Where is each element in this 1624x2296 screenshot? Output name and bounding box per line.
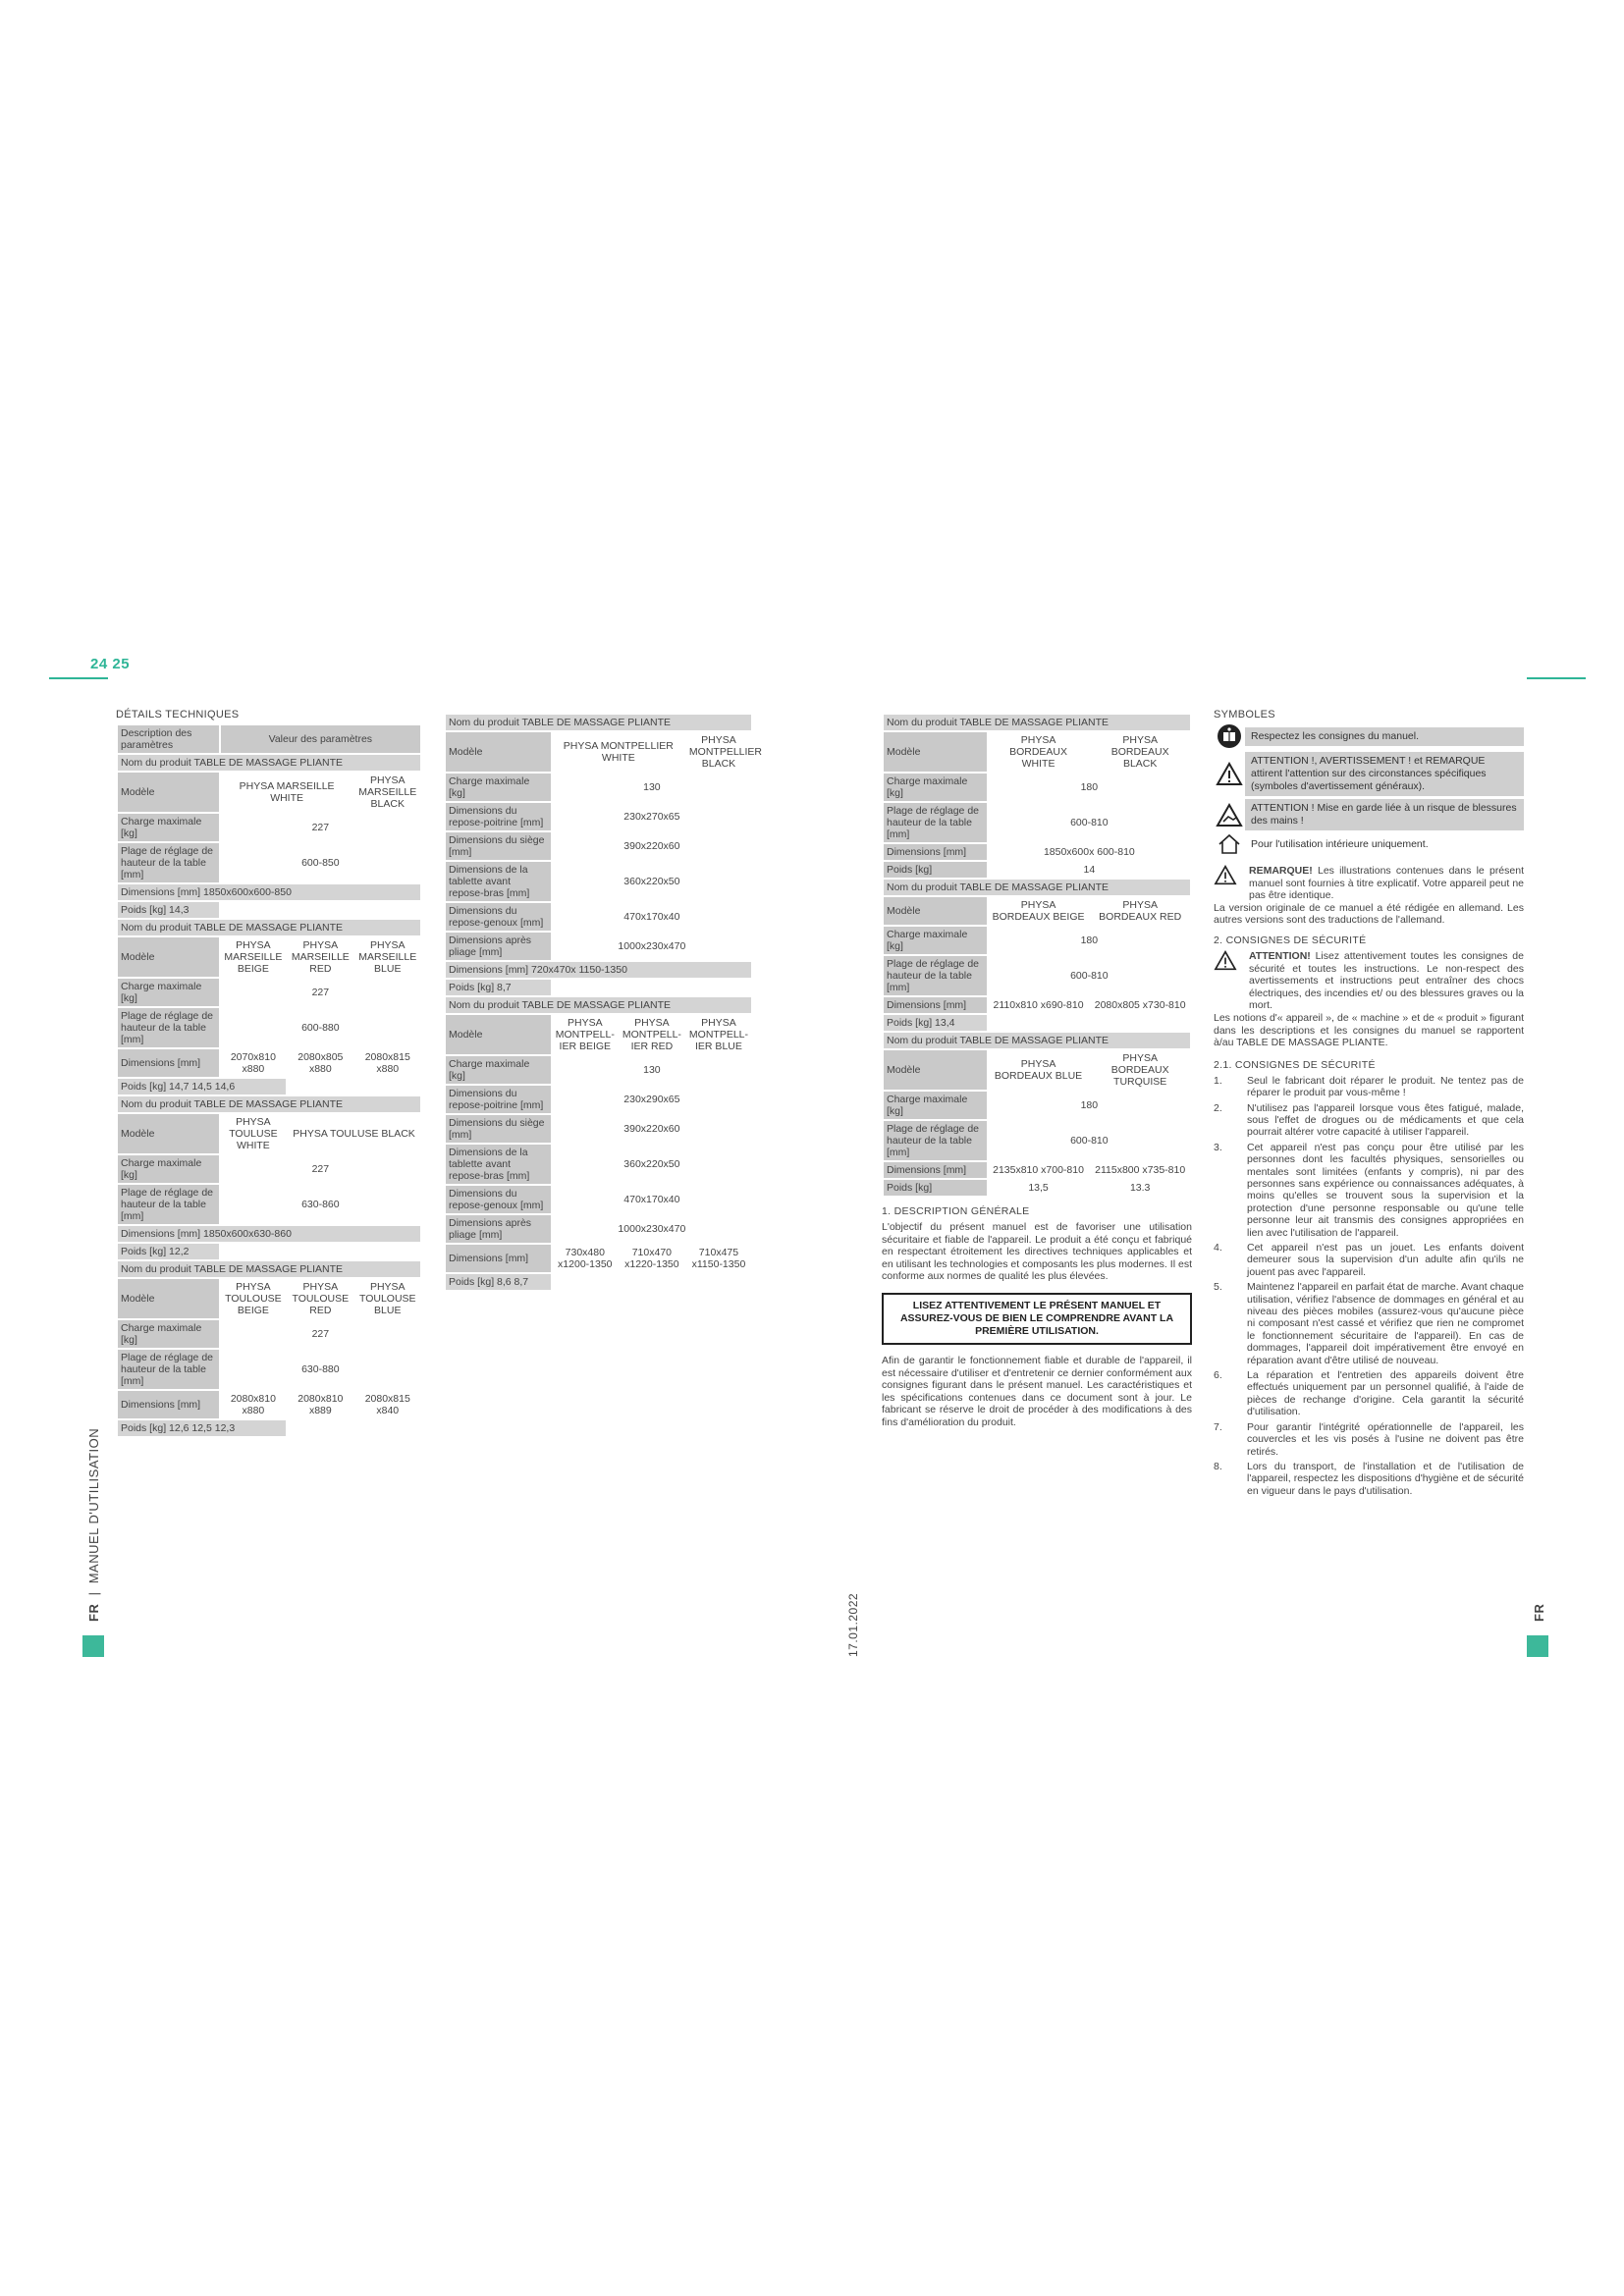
param-value: 470x170x40: [553, 1186, 751, 1213]
param-value: 360x220x50: [553, 1145, 751, 1184]
model-value: PHYSA MONTPELL-IER RED: [620, 1015, 684, 1054]
height-range-label: Plage de réglage de hauteur de la table [mm]: [118, 1185, 219, 1224]
symbol-row: [1214, 799, 1524, 830]
model-value: PHYSA MARSEILLE WHITE: [221, 773, 353, 812]
spine-title: FR | MANUEL D'UTILISATION: [86, 1427, 101, 1622]
param-label: Dimensions du repose-genoux [mm]: [446, 1186, 551, 1213]
dimensions-label: Dimensions [mm]: [446, 1245, 551, 1272]
param-value: 1000x230x470: [553, 1215, 751, 1243]
weight-row: Poids [kg] 14,7 14,5 14,6: [118, 1079, 286, 1095]
param-label: Dimensions du siège [mm]: [446, 1115, 551, 1143]
section-heading: 1. DESCRIPTION GÉNÉRALE: [882, 1205, 1030, 1217]
height-range-value: 630-880: [221, 1350, 420, 1389]
dimensions-value: 2135x810 x700-810: [989, 1162, 1089, 1178]
product-name-row: Nom du produit TABLE DE MASSAGE PLIANTE: [884, 880, 1190, 895]
param-value: 230x270x65: [553, 803, 751, 830]
height-range-value: 630-860: [221, 1185, 420, 1224]
weight-row: Poids [kg] 12,2: [118, 1244, 219, 1259]
charge-label: Charge maximale [kg]: [118, 1155, 219, 1183]
model-value: PHYSA MARSEILLE BLACK: [355, 773, 420, 812]
charge-label: Charge maximale [kg]: [884, 927, 987, 954]
dimensions-value: 730x480 x1200-1350: [553, 1245, 618, 1272]
dimensions-value: 710x475 x1150-1350: [686, 1245, 751, 1272]
model-value: PHYSA MONTPELL-IER BEIGE: [553, 1015, 618, 1054]
dimensions-label: Dimensions [mm]: [884, 1162, 987, 1178]
height-range-value: 600-810: [989, 956, 1190, 995]
model-value: PHYSA TOULOUSE BLUE: [355, 1279, 420, 1318]
attention-label: ATTENTION!: [1249, 949, 1311, 962]
dimensions-value: 2080x810 x880: [221, 1391, 286, 1418]
model-value: PHYSA MARSEILLE BEIGE: [221, 937, 286, 977]
dimensions-label: Dimensions [mm]: [118, 1049, 219, 1077]
model-value: PHYSA MONTPELLIER WHITE: [553, 732, 684, 772]
param-description-header: Description des paramètres: [118, 725, 219, 753]
dimensions-value: 2080x815 x840: [355, 1391, 420, 1418]
attention-text: Lisez attentivement toutes les consignes de sécurité et toutes les instructions. Le non-respect des avertissements et instructions peut entraîner des chocs électriques, des incendies et/ ou des blessures graves ou la mort.: [1249, 949, 1524, 1012]
weight-label: Poids [kg]: [884, 862, 987, 878]
product-name-row: Nom du produit TABLE DE MASSAGE PLIANTE: [118, 1261, 420, 1277]
weight-label: Poids [kg]: [884, 1180, 987, 1196]
warning-triangle-icon: [1214, 950, 1249, 1012]
section-title: DÉTAILS TECHNIQUES: [116, 709, 240, 721]
attention-block: [1214, 950, 1524, 1012]
dimensions-label: Dimensions [mm]: [118, 1391, 219, 1418]
symbol-description: ATTENTION !, AVERTISSEMENT ! et REMARQUE attirent l'attention sur des circonstances spécifiques (symboles d'avertissement généraux).: [1245, 752, 1524, 796]
height-range-label: Plage de réglage de hauteur de la table [mm]: [118, 843, 219, 882]
model-value: PHYSA BORDEAUX TURQUISE: [1090, 1050, 1190, 1090]
dimensions-row: Dimensions [mm] 1850x600x600-850: [118, 884, 420, 900]
list-item: 4. Cet appareil n'est pas un jouet. Les enfants doivent demeurer sous la supervision d'un adulte afin qu'ils ne jouent pas avec l'appareil.: [1214, 1242, 1524, 1278]
list-item: 6. La réparation et l'entretien des appareils doivent être effectués uniquement par un personnel qualifié, à l'aide de pièces de rechange d'origine. Cela garantit la sécurité d'utilisation.: [1214, 1369, 1524, 1418]
document-date: 17.01.2022: [846, 1592, 860, 1657]
accent-line-left: [49, 677, 108, 679]
dimensions-value: 710x470 x1220-1350: [620, 1245, 684, 1272]
remark-block: [1214, 865, 1524, 902]
height-range-value: 600-880: [221, 1008, 420, 1047]
product-name-row: Nom du produit TABLE DE MASSAGE PLIANTE: [884, 1033, 1190, 1048]
param-value: 130: [553, 1056, 751, 1084]
product-name-row: Nom du produit TABLE DE MASSAGE PLIANTE: [446, 997, 751, 1013]
weight-value: 13,5: [989, 1180, 1089, 1196]
spine-lang-right: FR: [1532, 1603, 1546, 1622]
height-range-value: 600-850: [221, 843, 420, 882]
model-value: PHYSA MONTPELL-IER BLUE: [686, 1015, 751, 1054]
symbol-description: Pour l'utilisation intérieure uniquement.: [1245, 835, 1524, 854]
charge-label: Charge maximale [kg]: [884, 1092, 987, 1119]
product-name-row: Nom du produit TABLE DE MASSAGE PLIANTE: [118, 755, 420, 771]
height-range-label: Plage de réglage de hauteur de la table [mm]: [884, 956, 987, 995]
model-label: Modèle: [118, 773, 219, 812]
dimensions-value: 2115x800 x735-810: [1090, 1162, 1190, 1178]
charge-value: 180: [989, 927, 1190, 954]
height-range-value: 600-810: [989, 1121, 1190, 1160]
model-label: Modèle: [884, 897, 987, 925]
accent-square-left: [82, 1635, 104, 1657]
model-label: Modèle: [118, 1279, 219, 1318]
list-item: 5. Maintenez l'appareil en parfait état de marche. Avant chaque utilisation, vérifiez l'absence de dommages en général et au niveau des pièces mobiles (assurez-vous qu'aucune pièce ni composant n'est cassé et vérifiez que rien ne compromet le fonctionnement sécuritaire de l'appareil). En cas de dommages, l'appareil doit impérativement être envoyé en réparation avant d'être utilisé de nouveau.: [1214, 1281, 1524, 1366]
accent-square-right: [1527, 1635, 1548, 1657]
model-label: Modèle: [446, 732, 551, 772]
dimensions-value: 2080x805 x880: [288, 1049, 352, 1077]
paragraph: Afin de garantir le fonctionnement fiable et durable de l'appareil, il est nécessaire d'utiliser et d'entretenir ce dernier conformément aux consignes figurant dans le présent manuel. Les caractéristiques et les spécifications contenues dans ce document sont à jour. Le fabricant se réserve le droit de procéder à des modifications à des fins d'amélioration du produit.: [882, 1354, 1192, 1428]
model-value: PHYSA BORDEAUX BLACK: [1090, 732, 1190, 772]
height-range-label: Plage de réglage de hauteur de la table [mm]: [884, 803, 987, 842]
spec-table-marseille: [116, 723, 422, 1438]
model-label: Modèle: [118, 1114, 219, 1153]
charge-value: 180: [989, 1092, 1190, 1119]
charge-value: 227: [221, 814, 420, 841]
model-value: PHYSA TOULUSE BLACK: [288, 1114, 420, 1153]
param-label: Dimensions de la tablette avant repose-bras [mm]: [446, 1145, 551, 1184]
paragraph: L'objectif du présent manuel est de favoriser une utilisation sécuritaire et fiable de l'appareil. Le produit a été conçu et fabriqué en respectant étroitement les directives techniques applicables et en utilisant les technologies et composants les plus modernes. Il est conforme aux normes de qualité les plus élevées.: [882, 1221, 1192, 1283]
model-value: PHYSA MARSEILLE BLUE: [355, 937, 420, 977]
charge-label: Charge maximale [kg]: [118, 979, 219, 1006]
remark-text: Les illustrations contenues dans le présent manuel sont fournies à titre explicatif. Votre appareil peut ne pas être identique.: [1249, 865, 1524, 902]
param-label: Dimensions du repose-poitrine [mm]: [446, 803, 551, 830]
section-heading: 2. CONSIGNES DE SÉCURITÉ: [1214, 934, 1367, 946]
dimensions-label: Dimensions [mm]: [884, 844, 987, 860]
column-symbols-safety: [1214, 709, 1524, 1500]
param-value: 130: [553, 774, 751, 801]
charge-label: Charge maximale [kg]: [118, 814, 219, 841]
safety-list: [1214, 1075, 1524, 1497]
model-label: Modèle: [884, 1050, 987, 1090]
param-label: Dimensions du repose-genoux [mm]: [446, 903, 551, 931]
dimensions-value: 2080x810 x889: [288, 1391, 352, 1418]
list-item: 7. Pour garantir l'intégrité opérationnelle de l'appareil, les couvercles et les vis posés à l'usine ne doivent pas être retirés.: [1214, 1420, 1524, 1458]
param-label: Dimensions après pliage [mm]: [446, 933, 551, 960]
param-label: Charge maximale [kg]: [446, 774, 551, 801]
height-range-label: Plage de réglage de hauteur de la table [mm]: [884, 1121, 987, 1160]
list-item: 3. Cet appareil n'est pas conçu pour être utilisé par les personnes dont les facultés physiques, sensorielles ou mentales sont limitées (enfants y compris), ni par des personnes sans expérience ou connaissances adéquates, à moins qu'elles se trouvent sous la supervision et la protection d'une personne responsable ou qu'une telle personne leur ait transmis des consignes appropriées en lien avec l'utilisation de l'appareil.: [1214, 1141, 1524, 1239]
hand-crush-warning-icon: [1214, 803, 1245, 828]
page-numbers: 24 25: [90, 656, 131, 672]
paragraph: La version originale de ce manuel a été rédigée en allemand. Les autres versions sont des traductions de l'allemand.: [1214, 901, 1524, 927]
read-manual-icon: [1214, 723, 1245, 749]
weight-row: Poids [kg] 14,3: [118, 902, 219, 918]
list-item: 8. Lors du transport, de l'installation et de l'utilisation de l'appareil, respectez les dispositions d'hygiène et de sécurité en vigueur dans le pays d'utilisation.: [1214, 1460, 1524, 1497]
height-range-label: Plage de réglage de hauteur de la table [mm]: [118, 1008, 219, 1047]
product-name-row: Nom du produit TABLE DE MASSAGE PLIANTE: [446, 715, 751, 730]
warning-triangle-icon: [1214, 762, 1245, 786]
weight-value: 13.3: [1090, 1180, 1190, 1196]
dimensions-value: 2110x810 x690-810: [989, 997, 1089, 1013]
product-name-row: Nom du produit TABLE DE MASSAGE PLIANTE: [118, 1096, 420, 1112]
weight-value: 14: [989, 862, 1190, 878]
warning-triangle-icon: [1214, 865, 1249, 902]
param-label: Dimensions du siège [mm]: [446, 832, 551, 860]
spec-table-bordeaux: [882, 713, 1192, 1198]
param-value-header: Valeur des paramètres: [221, 725, 420, 753]
param-value: 390x220x60: [553, 1115, 751, 1143]
model-value: PHYSA TOULOUSE BEIGE: [221, 1279, 286, 1318]
model-value: PHYSA BORDEAUX BEIGE: [989, 897, 1089, 925]
charge-value: 227: [221, 1320, 420, 1348]
section-heading: 2.1. CONSIGNES DE SÉCURITÉ: [1214, 1058, 1376, 1071]
symbol-description: Respectez les consignes du manuel.: [1245, 727, 1524, 746]
model-label: Modèle: [884, 732, 987, 772]
dimensions-row: Dimensions [mm] 1850x600x630-860: [118, 1226, 420, 1242]
param-label: Dimensions du repose-poitrine [mm]: [446, 1086, 551, 1113]
symbol-row: [1214, 723, 1524, 749]
param-value: 390x220x60: [553, 832, 751, 860]
accent-line-right: [1527, 677, 1586, 679]
symbol-row: [1214, 833, 1524, 855]
model-value: PHYSA MARSEILLE RED: [288, 937, 352, 977]
column-technical-details: [116, 709, 422, 1438]
list-item: 2. N'utilisez pas l'appareil lorsque vous êtes fatigué, malade, sous l'effet de drogues ou de médicaments et que cela pourrait altérer votre capacité à utiliser l'appareil.: [1214, 1101, 1524, 1139]
product-name-row: Nom du produit TABLE DE MASSAGE PLIANTE: [884, 715, 1190, 730]
param-label: Charge maximale [kg]: [446, 1056, 551, 1084]
model-label: Modèle: [118, 937, 219, 977]
height-range-value: 600-810: [989, 803, 1190, 842]
weight-row: Poids [kg] 8,7: [446, 980, 551, 995]
spec-table-montpellier: [444, 713, 763, 1292]
charge-label: Charge maximale [kg]: [118, 1320, 219, 1348]
column-montpellier-specs: [444, 713, 763, 1292]
param-value: 360x220x50: [553, 862, 751, 901]
param-value: 1000x230x470: [553, 933, 751, 960]
model-value: PHYSA MONTPELLIER BLACK: [686, 732, 751, 772]
charge-label: Charge maximale [kg]: [884, 774, 987, 801]
dimensions-value: 2080x815 x880: [355, 1049, 420, 1077]
weight-row: Poids [kg] 13,4: [884, 1015, 987, 1031]
section-title: SYMBOLES: [1214, 709, 1275, 721]
model-value: PHYSA TOULOUSE RED: [288, 1279, 352, 1318]
param-label: Dimensions de la tablette avant repose-bras [mm]: [446, 862, 551, 901]
symbol-row: [1214, 752, 1524, 796]
dimensions-row: Dimensions [mm] 720x470x 1150-1350: [446, 962, 751, 978]
dimensions-label: Dimensions [mm]: [884, 997, 987, 1013]
param-value: 230x290x65: [553, 1086, 751, 1113]
model-value: PHYSA BORDEAUX RED: [1090, 897, 1190, 925]
remark-label: REMARQUE!: [1249, 865, 1313, 877]
product-name-row: Nom du produit TABLE DE MASSAGE PLIANTE: [118, 920, 420, 935]
indoor-house-icon: [1214, 833, 1245, 855]
column-bordeaux-specs: [882, 713, 1192, 1429]
weight-row: Poids [kg] 12,6 12,5 12,3: [118, 1420, 286, 1436]
param-label: Dimensions après pliage [mm]: [446, 1215, 551, 1243]
height-range-label: Plage de réglage de hauteur de la table [mm]: [118, 1350, 219, 1389]
symbol-description: ATTENTION ! Mise en garde liée à un risque de blessures des mains !: [1245, 799, 1524, 830]
dimensions-value: 1850x600x 600-810: [989, 844, 1190, 860]
important-notice-box: LISEZ ATTENTIVEMENT LE PRÉSENT MANUEL ET ASSUREZ-VOUS DE BIEN LE COMPRENDRE AVANT LA PREMIÈRE UTILISATION.: [882, 1293, 1192, 1345]
paragraph: Les notions d'« appareil », de « machine » et de « produit » figurant dans les descriptions et les consignes du manuel se rapportent à/au TABLE DE MASSAGE PLIANTE.: [1214, 1011, 1524, 1049]
model-label: Modèle: [446, 1015, 551, 1054]
dimensions-value: 2070x810 x880: [221, 1049, 286, 1077]
model-value: PHYSA BORDEAUX BLUE: [989, 1050, 1089, 1090]
model-value: PHYSA TOULUSE WHITE: [221, 1114, 286, 1153]
param-value: 470x170x40: [553, 903, 751, 931]
list-item: 1. Seul le fabricant doit réparer le produit. Ne tentez pas de réparer le produit par vous-même !: [1214, 1074, 1524, 1099]
weight-row: Poids [kg] 8,6 8,7: [446, 1274, 551, 1290]
dimensions-value: 2080x805 x730-810: [1090, 997, 1190, 1013]
charge-value: 180: [989, 774, 1190, 801]
charge-value: 227: [221, 979, 420, 1006]
model-value: PHYSA BORDEAUX WHITE: [989, 732, 1089, 772]
charge-value: 227: [221, 1155, 420, 1183]
